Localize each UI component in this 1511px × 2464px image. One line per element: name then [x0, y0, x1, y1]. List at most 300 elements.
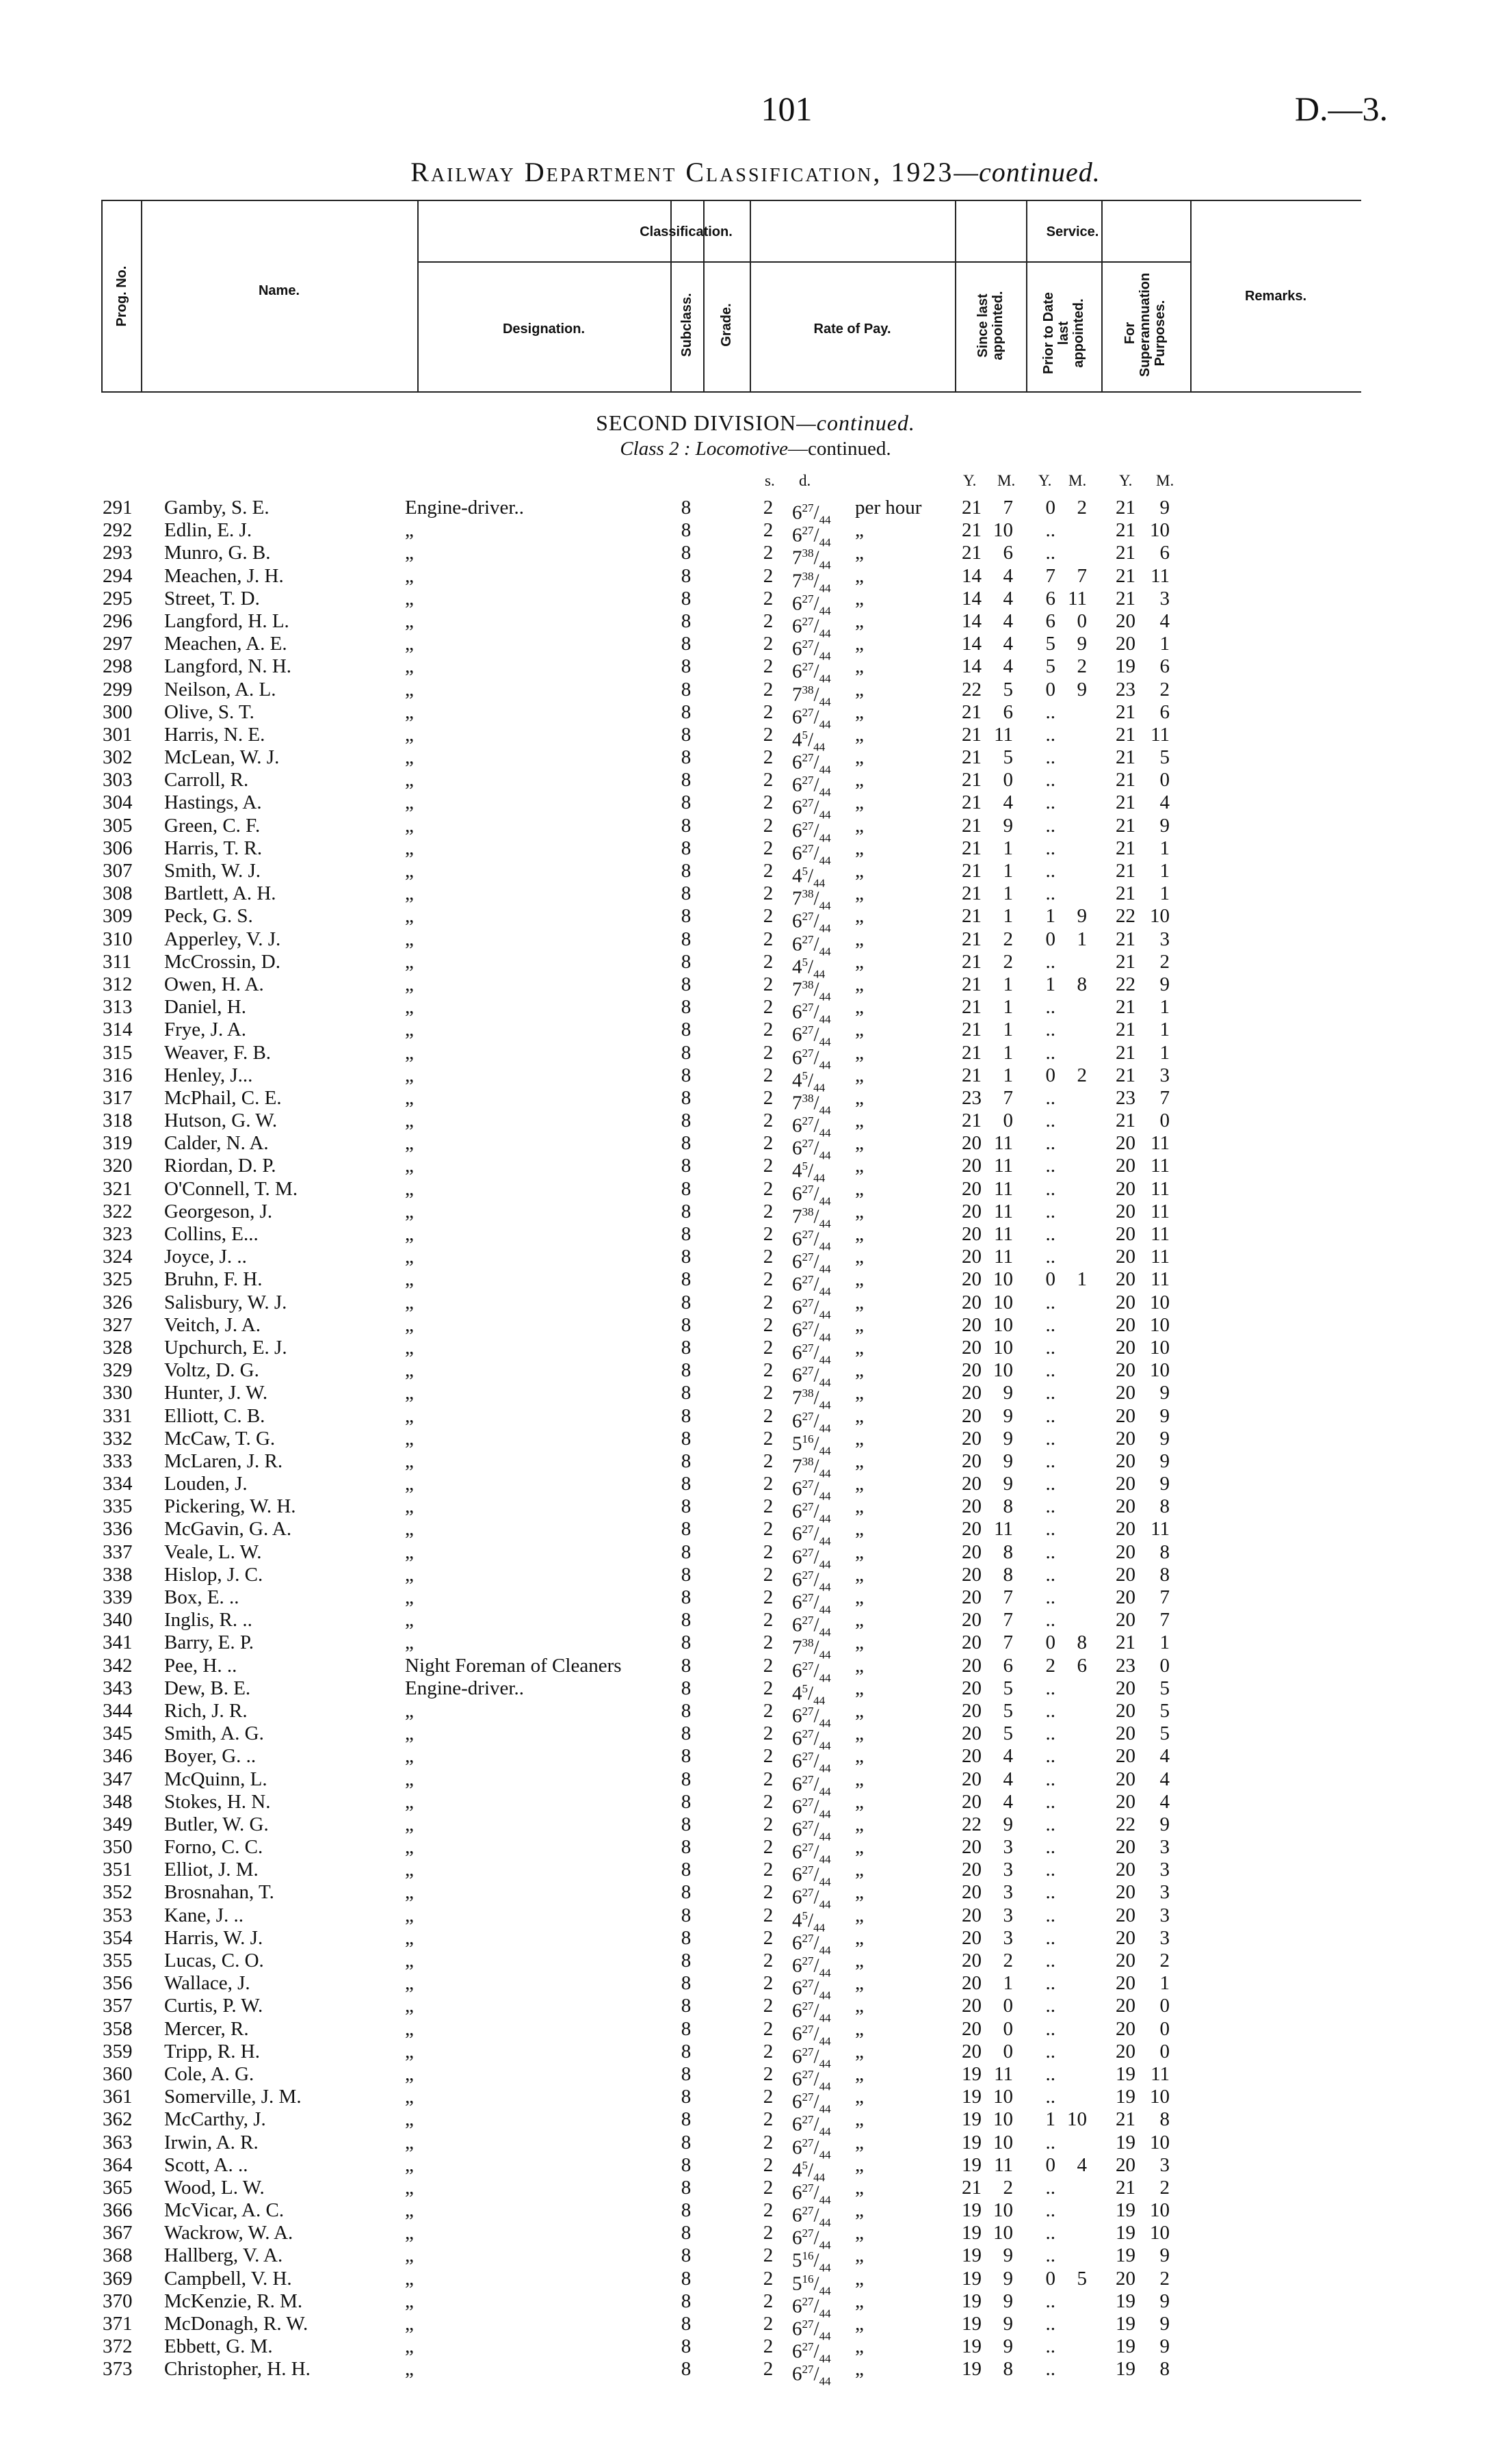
subclass: 8 — [681, 1155, 692, 1177]
rate-of-pay: $6^{27}/_{44}$ — [792, 1795, 831, 1821]
super-years: 21 — [1116, 882, 1135, 905]
super-years: 21 — [1116, 950, 1135, 973]
grade: 2 — [763, 2244, 774, 2267]
super-months: 10 — [1150, 1336, 1170, 1359]
pay-denominator: 44 — [819, 1012, 831, 1026]
since-last-months: 10 — [993, 519, 1013, 542]
pay-denominator: 44 — [819, 627, 831, 640]
table-row — [0, 1972, 1511, 2002]
prog-no: 355 — [103, 1950, 133, 1971]
subclass: 8 — [681, 2176, 692, 2199]
pay-period: „ — [855, 1359, 864, 1382]
pay-whole: 4 — [792, 1160, 802, 1183]
designation: „ — [405, 1631, 414, 1654]
employee-name: Hastings, A. — [164, 791, 262, 814]
rate-of-pay: $4^5/_{44}$ — [792, 865, 826, 890]
pay-denominator: 44 — [819, 649, 831, 663]
class-suffix: —continued. — [788, 438, 891, 460]
designation: „ — [405, 1041, 414, 1064]
grade: 2 — [763, 905, 774, 928]
table-row — [0, 1064, 1511, 1095]
header-prog-no: Prog. No. — [114, 265, 129, 327]
subclass: 8 — [681, 1450, 692, 1472]
table-row — [0, 1359, 1511, 1389]
rate-of-pay: $6^{27}/_{44}$ — [792, 751, 831, 776]
header-service: Service. — [1046, 224, 1099, 239]
since-last-months: 10 — [993, 1359, 1013, 1382]
super-months: 6 — [1159, 542, 1170, 564]
unit-prior-months: M. — [1068, 472, 1087, 489]
pay-numerator: 27 — [802, 524, 814, 538]
super-years: 21 — [1116, 1631, 1135, 1654]
pay-numerator: 38 — [802, 547, 814, 560]
super-years: 19 — [1116, 2313, 1135, 2335]
super-years: 20 — [1116, 1768, 1135, 1790]
pay-numerator: 27 — [802, 2227, 814, 2240]
rate-of-pay: $6^{27}/_{44}$ — [792, 1727, 831, 1753]
since-last-years: 20 — [962, 1495, 982, 1518]
rate-of-pay: $6^{27}/_{44}$ — [792, 2318, 831, 2343]
rate-of-pay: $4^5/_{44}$ — [792, 1909, 826, 1935]
since-last-years: 20 — [962, 1541, 982, 1563]
table-row — [0, 928, 1511, 958]
pay-denominator: 44 — [819, 1421, 831, 1434]
table-row — [0, 1382, 1511, 1412]
super-years: 20 — [1116, 1563, 1135, 1586]
table-row — [0, 837, 1511, 867]
pay-numerator: 27 — [802, 2022, 814, 2036]
designation: „ — [405, 1132, 414, 1155]
subclass: 8 — [681, 1064, 692, 1086]
prog-no: 370 — [103, 2290, 133, 2312]
header-prior-to-date: Prior to Date last appointed. — [1041, 291, 1086, 375]
subclass: 8 — [681, 882, 692, 905]
since-last-months: 10 — [993, 2108, 1013, 2131]
super-years: 19 — [1116, 2086, 1135, 2108]
since-last-years: 21 — [962, 996, 982, 1019]
super-months: 3 — [1159, 1881, 1170, 1904]
table-row — [0, 746, 1511, 776]
prior-years: 1 — [1045, 973, 1055, 995]
grade: 2 — [763, 1382, 774, 1404]
table-header — [101, 200, 1361, 393]
employee-name: Inglis, R. .. — [164, 1609, 252, 1631]
super-years: 20 — [1116, 1972, 1135, 1995]
prior-years: .. — [1045, 2358, 1055, 2381]
class-prefix: Class 2 : — [620, 438, 691, 460]
grade: 2 — [763, 1586, 774, 1608]
super-months: 10 — [1150, 519, 1170, 542]
subclass: 8 — [681, 1132, 692, 1155]
grade: 2 — [763, 1881, 774, 1904]
designation: „ — [405, 2108, 414, 2131]
super-years: 19 — [1116, 2290, 1135, 2312]
pay-period: „ — [855, 2062, 864, 2085]
pay-denominator: 44 — [813, 740, 826, 754]
super-years: 20 — [1116, 1223, 1135, 1245]
prog-no: 300 — [103, 700, 133, 723]
since-last-years: 20 — [962, 1904, 982, 1926]
unit-pence: d. — [799, 472, 811, 489]
designation: „ — [405, 1745, 414, 1768]
since-last-years: 21 — [962, 723, 982, 746]
grade: 2 — [763, 882, 774, 905]
prior-years: .. — [1045, 1473, 1055, 1495]
super-years: 20 — [1116, 1722, 1135, 1745]
pay-denominator: 44 — [813, 876, 826, 890]
grade: 2 — [763, 610, 774, 632]
employee-name: Hislop, J. C. — [164, 1563, 263, 1586]
since-last-years: 20 — [962, 1382, 982, 1404]
subclass: 8 — [681, 1291, 692, 1313]
super-years: 19 — [1116, 2222, 1135, 2244]
super-years: 21 — [1116, 860, 1135, 882]
rate-of-pay: $7^{38}/_{44}$ — [792, 1636, 831, 1662]
pay-numerator: 27 — [802, 774, 814, 787]
pay-denominator: 44 — [819, 1558, 831, 1571]
prog-no: 350 — [103, 1836, 133, 1859]
pay-period: „ — [855, 1859, 864, 1881]
prior-years: 0 — [1045, 1631, 1055, 1654]
prog-no: 305 — [103, 814, 133, 837]
super-months: 3 — [1159, 1064, 1170, 1086]
employee-name: McCaw, T. G. — [164, 1427, 276, 1450]
employee-name: Edlin, E. J. — [164, 519, 252, 542]
employee-name: McQuinn, L. — [164, 1768, 267, 1790]
prog-no: 373 — [103, 2358, 133, 2381]
super-months: 9 — [1159, 497, 1170, 519]
pay-period: „ — [855, 2358, 864, 2381]
table-row — [0, 1427, 1511, 1458]
since-last-months: 1 — [1003, 973, 1013, 995]
super-months: 2 — [1159, 1950, 1170, 1971]
employee-name: Voltz, D. G. — [164, 1359, 259, 1382]
super-months: 9 — [1159, 1450, 1170, 1472]
since-last-months: 2 — [1003, 1950, 1013, 1971]
subclass: 8 — [681, 497, 692, 519]
pay-numerator: 27 — [802, 2318, 814, 2331]
rate-of-pay: $6^{27}/_{44}$ — [792, 796, 831, 822]
since-last-months: 8 — [1003, 2358, 1013, 2381]
pay-period: „ — [855, 905, 864, 928]
since-last-years: 21 — [962, 1064, 982, 1086]
designation: „ — [405, 1473, 414, 1495]
super-years: 21 — [1116, 1110, 1135, 1132]
table-row — [0, 2244, 1511, 2275]
rate-of-pay: $4^5/_{44}$ — [792, 1681, 826, 1707]
prior-years: .. — [1045, 2176, 1055, 2199]
pay-denominator: 44 — [819, 763, 831, 776]
super-months: 3 — [1159, 1836, 1170, 1859]
pay-whole: 6 — [792, 1250, 802, 1273]
table-row — [0, 723, 1511, 754]
since-last-months: 1 — [1003, 1019, 1013, 1041]
subclass: 8 — [681, 1881, 692, 1904]
pay-numerator: 27 — [802, 638, 814, 651]
super-years: 20 — [1116, 1904, 1135, 1926]
pay-numerator: 27 — [802, 1886, 814, 1900]
employee-name: Meachen, J. H. — [164, 564, 284, 587]
super-months: 3 — [1159, 1926, 1170, 1949]
pay-denominator: 44 — [819, 604, 831, 618]
prog-no: 304 — [103, 791, 133, 814]
grade: 2 — [763, 1177, 774, 1200]
super-years: 20 — [1116, 1200, 1135, 1222]
prog-no: 296 — [103, 610, 133, 632]
prog-no: 347 — [103, 1768, 133, 1790]
table-row — [0, 1495, 1511, 1525]
pay-denominator: 44 — [819, 558, 831, 572]
unit-shillings: s. — [765, 472, 775, 489]
prior-years: .. — [1045, 1541, 1055, 1563]
prog-no: 299 — [103, 678, 133, 700]
pay-whole: 6 — [792, 524, 802, 547]
prior-years: .. — [1045, 769, 1055, 791]
subclass: 8 — [681, 1359, 692, 1382]
pay-numerator: 27 — [802, 2045, 814, 2058]
grade: 2 — [763, 1313, 774, 1336]
pay-numerator: 27 — [802, 2136, 814, 2149]
super-months: 8 — [1159, 1495, 1170, 1518]
employee-name: McVicar, A. C. — [164, 2199, 285, 2222]
since-last-years: 20 — [962, 1836, 982, 1859]
super-months: 1 — [1159, 1972, 1170, 1995]
prog-no: 315 — [103, 1041, 133, 1064]
prog-no: 362 — [103, 2108, 133, 2131]
pay-period: „ — [855, 1268, 864, 1291]
prior-months: 0 — [1077, 610, 1087, 632]
employee-name: Veale, L. W. — [164, 1541, 262, 1563]
since-last-months: 3 — [1003, 1881, 1013, 1904]
employee-name: Peck, G. S. — [164, 905, 253, 928]
pay-numerator: 16 — [802, 2272, 814, 2285]
grade: 2 — [763, 2108, 774, 2131]
rate-of-pay: $6^{27}/_{44}$ — [792, 1341, 831, 1367]
pay-denominator: 44 — [819, 2125, 831, 2138]
grade: 2 — [763, 1609, 774, 1631]
subclass: 8 — [681, 1200, 692, 1222]
table-row — [0, 1473, 1511, 1503]
employee-name: Bruhn, F. H. — [164, 1268, 263, 1291]
rate-of-pay: $6^{27}/_{44}$ — [792, 932, 831, 958]
prog-no: 316 — [103, 1064, 133, 1086]
table-row — [0, 1609, 1511, 1639]
pay-denominator: 44 — [813, 1694, 826, 1707]
since-last-years: 19 — [962, 2267, 982, 2290]
grade: 2 — [763, 1813, 774, 1835]
super-months: 4 — [1159, 1745, 1170, 1768]
prog-no: 345 — [103, 1722, 133, 1745]
rate-of-pay: $6^{27}/_{44}$ — [792, 592, 831, 618]
designation: „ — [405, 2267, 414, 2290]
table-row — [0, 1995, 1511, 2025]
super-months: 2 — [1159, 2176, 1170, 2199]
pay-period: „ — [855, 746, 864, 769]
designation: „ — [405, 1541, 414, 1563]
rate-of-pay: $6^{27}/_{44}$ — [792, 1228, 831, 1253]
employee-name: Somerville, J. M. — [164, 2086, 302, 2108]
pay-denominator: 44 — [819, 1285, 831, 1298]
pay-whole: 6 — [792, 1932, 802, 1954]
since-last-months: 11 — [994, 1200, 1013, 1222]
pay-period: „ — [855, 1768, 864, 1790]
grade: 2 — [763, 1904, 774, 1926]
prior-months: 1 — [1077, 1268, 1087, 1291]
employee-name: McDonagh, R. W. — [164, 2313, 308, 2335]
designation: „ — [405, 1336, 414, 1359]
super-months: 3 — [1159, 1904, 1170, 1926]
prior-years: 0 — [1045, 497, 1055, 519]
pay-period: „ — [855, 1654, 864, 1677]
rate-of-pay: $6^{27}/_{44}$ — [792, 1750, 831, 1775]
prior-years: .. — [1045, 700, 1055, 723]
subclass: 8 — [681, 1473, 692, 1495]
rate-of-pay: $6^{27}/_{44}$ — [792, 1772, 831, 1798]
super-months: 11 — [1151, 564, 1170, 587]
prog-no: 308 — [103, 882, 133, 905]
prog-no: 372 — [103, 2335, 133, 2358]
pay-numerator: 27 — [802, 1568, 814, 1582]
since-last-months: 0 — [1003, 2017, 1013, 2040]
pay-denominator: 44 — [819, 2080, 831, 2093]
pay-period: „ — [855, 1200, 864, 1222]
pay-denominator: 44 — [819, 1807, 831, 1821]
pay-whole: 6 — [792, 2318, 802, 2340]
designation: „ — [405, 1926, 414, 1949]
pay-denominator: 44 — [819, 808, 831, 822]
employee-name: Forno, C. C. — [164, 1836, 263, 1859]
super-years: 20 — [1116, 1132, 1135, 1155]
pay-numerator: 38 — [802, 1205, 814, 1218]
since-last-years: 20 — [962, 1223, 982, 1245]
pay-numerator: 38 — [802, 887, 814, 901]
subclass: 8 — [681, 2222, 692, 2244]
rate-of-pay: $6^{27}/_{44}$ — [792, 1001, 831, 1026]
pay-numerator: 38 — [802, 569, 814, 583]
subclass: 8 — [681, 2131, 692, 2153]
table-row — [0, 1246, 1511, 1276]
table-row — [0, 1859, 1511, 1889]
designation: „ — [405, 928, 414, 950]
pay-whole: 6 — [792, 660, 802, 683]
designation: „ — [405, 860, 414, 882]
super-months: 1 — [1159, 633, 1170, 655]
table-row — [0, 678, 1511, 708]
pay-whole: 6 — [792, 1818, 802, 1841]
super-years: 21 — [1116, 746, 1135, 769]
employee-name: Harris, N. E. — [164, 723, 265, 746]
super-years: 21 — [1116, 700, 1135, 723]
since-last-months: 9 — [1003, 1382, 1013, 1404]
pay-whole: 6 — [792, 820, 802, 842]
since-last-years: 19 — [962, 2199, 982, 2222]
subclass: 8 — [681, 633, 692, 655]
designation: „ — [405, 587, 414, 610]
prog-no: 329 — [103, 1359, 133, 1382]
prog-no: 346 — [103, 1745, 133, 1768]
designation: „ — [405, 814, 414, 837]
since-last-months: 6 — [1003, 1654, 1013, 1677]
subclass: 8 — [681, 860, 692, 882]
grade: 2 — [763, 973, 774, 995]
pay-whole: 6 — [792, 2295, 802, 2318]
subclass: 8 — [681, 655, 692, 678]
super-months: 8 — [1159, 1563, 1170, 1586]
grade: 2 — [763, 928, 774, 950]
prog-no: 343 — [103, 1677, 133, 1699]
pay-numerator: 27 — [802, 1863, 814, 1877]
pay-whole: 6 — [792, 1954, 802, 1977]
designation: Night Foreman of Cleaners — [405, 1654, 622, 1677]
subclass: 8 — [681, 1382, 692, 1404]
table-row — [0, 1313, 1511, 1344]
table-row — [0, 2153, 1511, 2184]
rate-of-pay: $6^{27}/_{44}$ — [792, 1704, 831, 1730]
prior-years: .. — [1045, 1790, 1055, 1813]
pay-numerator: 5 — [802, 728, 808, 742]
pay-denominator: 44 — [813, 2171, 826, 2184]
since-last-months: 11 — [994, 1246, 1013, 1268]
since-last-months: 11 — [994, 1155, 1013, 1177]
class-title — [0, 438, 1511, 460]
pay-whole: 6 — [792, 1863, 802, 1886]
since-last-months: 4 — [1003, 1745, 1013, 1768]
since-last-months: 2 — [1003, 928, 1013, 950]
pay-denominator: 44 — [819, 1989, 831, 2002]
pay-numerator: 27 — [802, 1750, 814, 1764]
grade: 2 — [763, 1563, 774, 1586]
pay-period: „ — [855, 2176, 864, 2199]
prior-months: 9 — [1077, 905, 1087, 928]
super-years: 19 — [1116, 2062, 1135, 2085]
prior-years: 7 — [1045, 564, 1055, 587]
rate-of-pay: $6^{27}/_{44}$ — [792, 2136, 831, 2161]
subclass: 8 — [681, 746, 692, 769]
pay-denominator: 44 — [819, 1103, 831, 1117]
prior-years: .. — [1045, 2086, 1055, 2108]
pay-numerator: 27 — [802, 1182, 814, 1196]
subclass: 8 — [681, 1518, 692, 1541]
prog-no: 341 — [103, 1631, 133, 1654]
super-years: 22 — [1116, 973, 1135, 995]
since-last-months: 6 — [1003, 700, 1013, 723]
since-last-months: 4 — [1003, 791, 1013, 814]
since-last-months: 5 — [1003, 1677, 1013, 1699]
pay-numerator: 27 — [802, 592, 814, 605]
super-months: 9 — [1159, 2290, 1170, 2312]
pay-whole: 5 — [792, 2250, 802, 2272]
since-last-months: 11 — [994, 1132, 1013, 1155]
pay-whole: 6 — [792, 1410, 802, 1432]
pay-numerator: 27 — [802, 2294, 814, 2308]
prior-years: .. — [1045, 1019, 1055, 1041]
prog-no: 319 — [103, 1132, 133, 1155]
pay-whole: 4 — [792, 1909, 802, 1932]
super-years: 19 — [1116, 2244, 1135, 2267]
pay-whole: 6 — [792, 592, 802, 615]
rate-of-pay: $4^5/_{44}$ — [792, 955, 826, 981]
table-row — [0, 2086, 1511, 2116]
table-row — [0, 2062, 1511, 2093]
subclass: 8 — [681, 791, 692, 814]
super-years: 20 — [1116, 1427, 1135, 1450]
pay-denominator: 44 — [819, 718, 831, 731]
subclass: 8 — [681, 1177, 692, 1200]
since-last-months: 5 — [1003, 678, 1013, 700]
subclass: 8 — [681, 1041, 692, 1064]
since-last-years: 19 — [962, 2108, 982, 2131]
pay-whole: 5 — [792, 1432, 802, 1455]
